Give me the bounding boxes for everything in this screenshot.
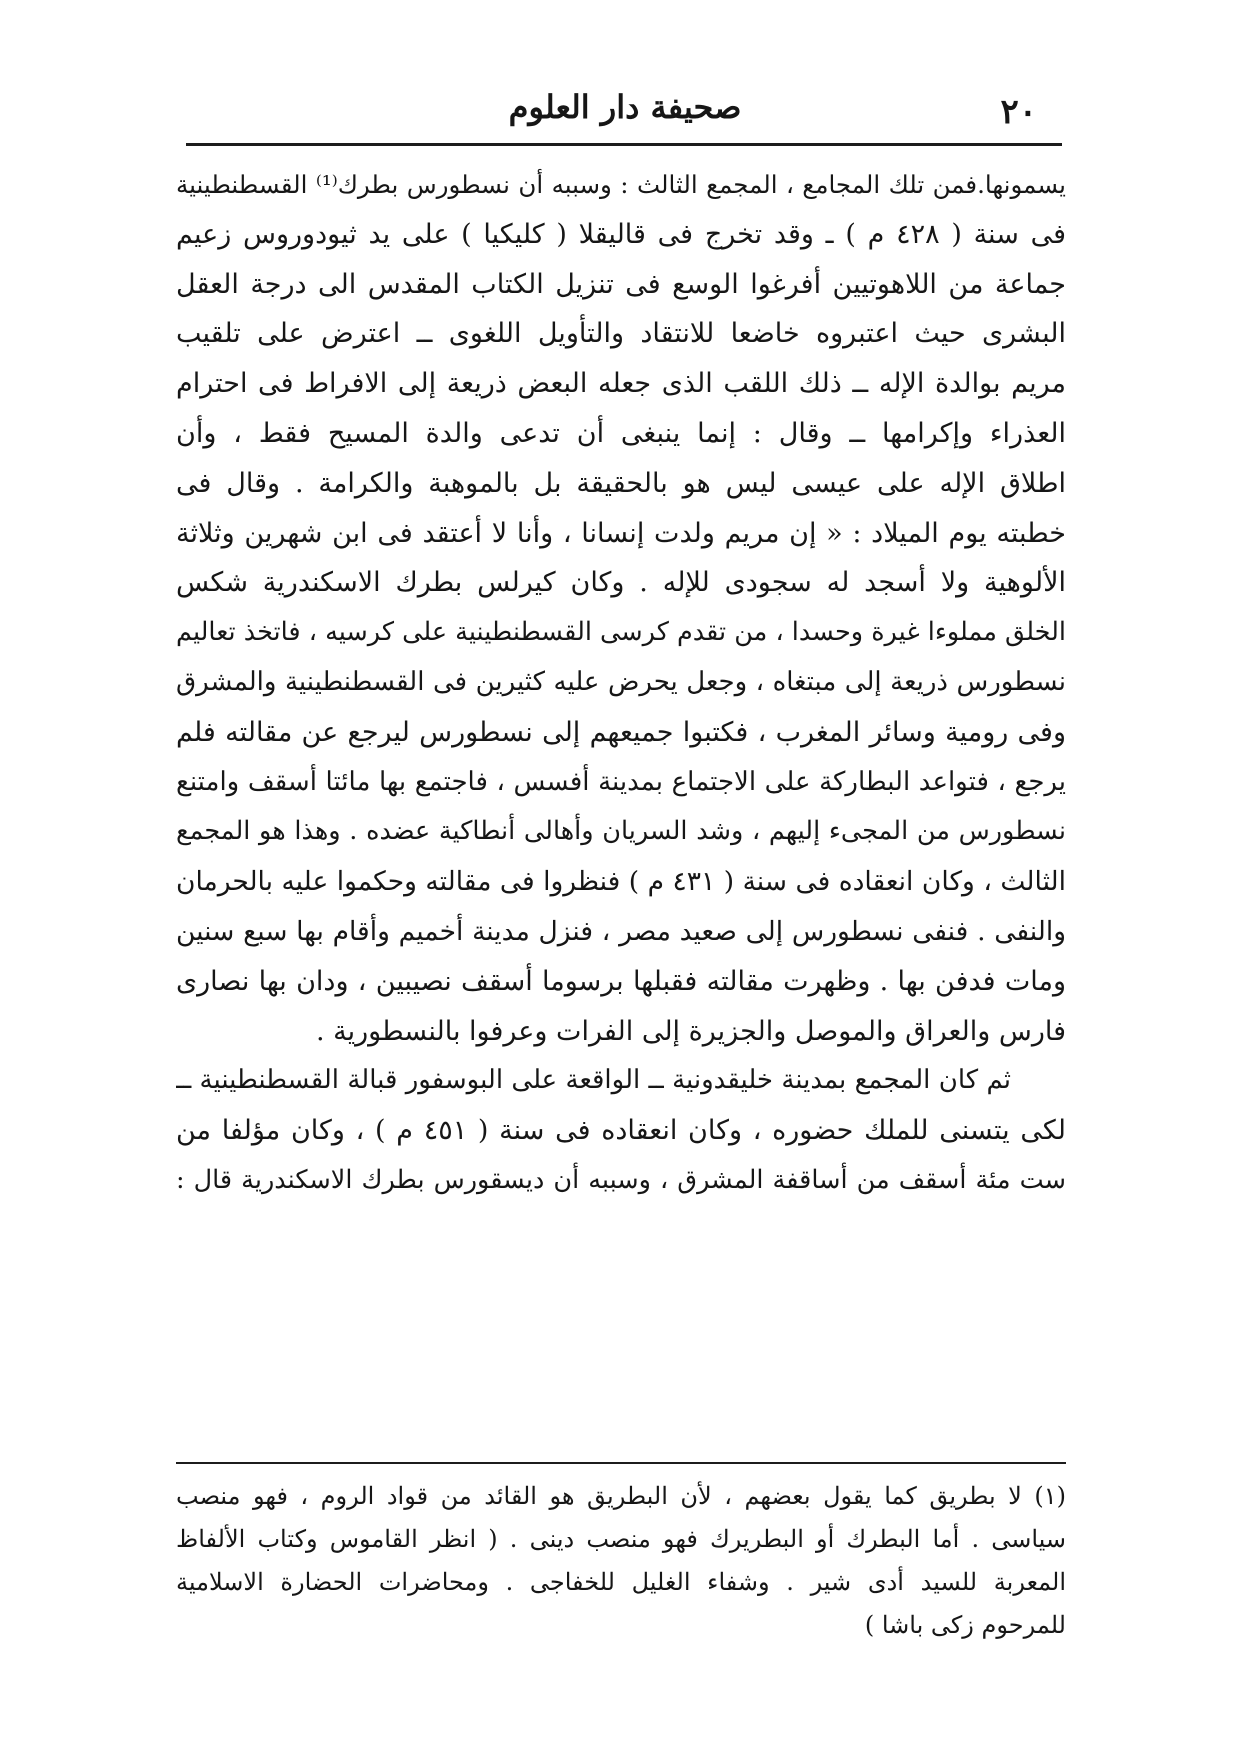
body-line: ومات فدفن بها . وظهرت مقالته فقبلها برسوما أسقف نصيبين ، ودان بها نصارى: [176, 965, 1066, 997]
footnote-line: المعربة للسيد أدى شير . وشفاء الغليل للخفاجى . ومحاضرات الحضارة الاسلامية: [176, 1568, 1066, 1596]
body-line: الألوهية ولا أسجد له سجودى للإله . وكان كيرلس بطرك الاسكندرية شكس: [176, 567, 1066, 599]
body-line: الخلق مملوءا غيرة وحسدا ، من تقدم كرسى القسطنطينية على كرسيه ، فاتخذ تعاليم: [176, 617, 1066, 648]
body-line: جماعة من اللاهوتيين أفرغوا الوسع فى تنزيل الكتاب المقدس الى درجة العقل: [176, 268, 1066, 300]
body-line: البشرى حيث اعتبروه خاضعا للانتقاد والتأويل اللغوى ــ اعترض على تلقيب: [176, 318, 1066, 350]
body-line: فارس والعراق والموصل والجزيرة إلى الفرات وعرفوا بالنسطورية .: [315, 1015, 1066, 1047]
footnote-rule: [176, 1462, 1066, 1464]
body-line: وفى رومية وسائر المغرب ، فكتبوا جميعهم إلى نسطورس ليرجع عن مقالته فلم: [176, 716, 1066, 748]
body-line: الثالث ، وكان انعقاده فى سنة ( ٤٣١ م ) فنظروا فى مقالته وحكموا عليه بالحرمان: [176, 866, 1066, 898]
body-line: لكى يتسنى للملك حضوره ، وكان انعقاده فى سنة ( ٤٥١ م ) ، وكان مؤلفا من: [176, 1115, 1066, 1147]
footnotes: [176, 1475, 1066, 1647]
body-line: العذراء وإكرامها ــ وقال : إنما ينبغى أن تدعى والدة المسيح فقط ، وأن: [176, 417, 1066, 449]
page-number: ٢٠: [1000, 92, 1037, 132]
body-line: نسطورس ذريعة إلى مبتغاه ، وجعل يحرض عليه كثيرين فى القسطنطينية والمشرق: [176, 666, 1066, 697]
body-line: ست مئة أسقف من أساقفة المشرق ، وسببه أن ديسقورس بطرك الاسكندرية قال :: [176, 1164, 1066, 1195]
body-line: فى سنة ( ٤٢٨ م ) ـ وقد تخرج فى قاليقلا ( كليكيا ) على يد ثيودوروس زعيم: [176, 218, 1066, 250]
body-line: يرجع ، فتواعد البطاركة على الاجتماع بمدينة أفسس ، فاجتمع بها مائتا أسقف وامتنع: [176, 766, 1066, 797]
running-title: صحيفة دار العلوم: [508, 88, 742, 126]
body-line: يسمونها.فمن تلك المجامع ، المجمع الثالث : وسببه أن نسطورس بطرك⁽¹⁾ القسطنطينية: [176, 170, 1066, 199]
header-rule: [186, 143, 1062, 146]
body-line: اطلاق الإله على عيسى ليس هو بالحقيقة بل بالموهبة والكرامة . وقال فى: [176, 467, 1066, 499]
footnote-line: (١) لا بطريق كما يقول بعضهم ، لأن البطريق هو القائد من قواد الروم ، فهو منصب: [176, 1482, 1066, 1510]
body-line: ثم كان المجمع بمدينة خليقدونية ــ الواقعة على البوسفور قبالة القسطنطينية ــ: [176, 1065, 1011, 1096]
body-line: خطبته يوم الميلاد : « إن مريم ولدت إنسانا ، وأنا لا أعتقد فى ابن شهرين وثلاثة: [176, 517, 1066, 549]
body-text: [176, 160, 1066, 1206]
body-line: مريم بوالدة الإله ــ ذلك اللقب الذى جعله البعض ذريعة إلى الافراط فى احترام: [176, 368, 1066, 400]
footnote-line: للمرحوم زكى باشا ): [864, 1611, 1066, 1639]
body-line: والنفى . فنفى نسطورس إلى صعيد مصر ، فنزل مدينة أخميم وأقام بها سبع سنين: [176, 915, 1066, 947]
footnote-line: سياسى . أما البطرك أو البطريرك فهو منصب دينى . ( انظر القاموس وكتاب الألفاظ: [176, 1525, 1066, 1553]
body-line: نسطورس من المجىء إليهم ، وشد السريان وأهالى أنطاكية عضده . وهذا هو المجمع: [176, 816, 1066, 847]
page-header: [185, 78, 1065, 140]
